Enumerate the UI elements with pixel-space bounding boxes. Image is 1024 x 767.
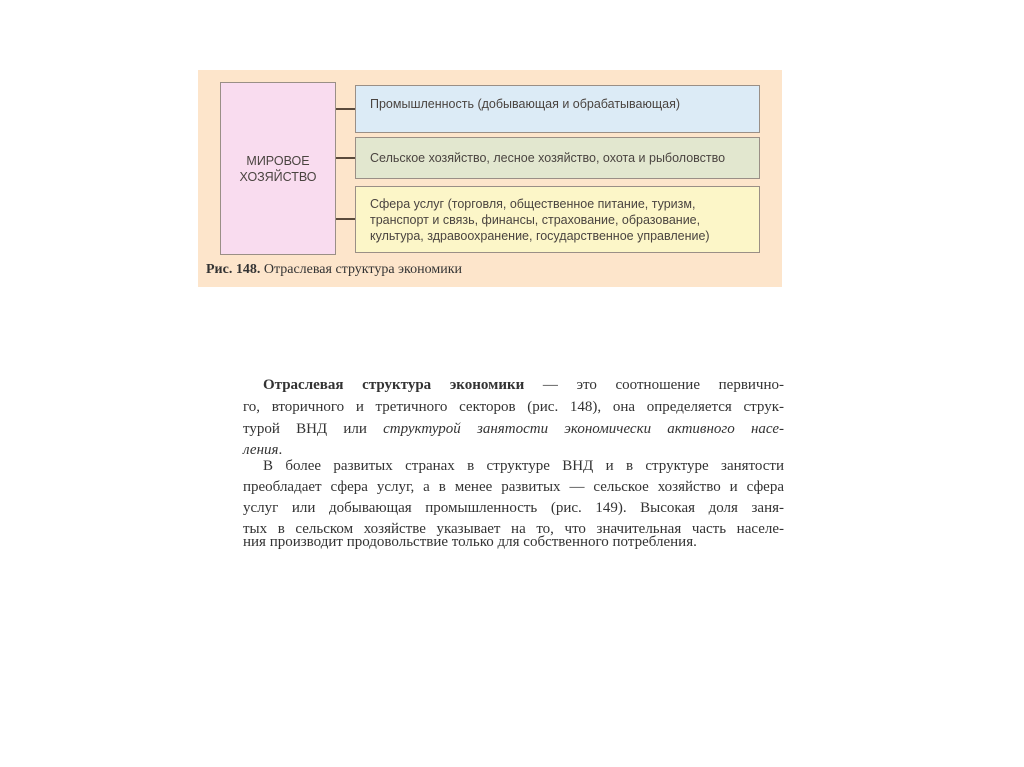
- paragraph-line: ления.: [243, 442, 283, 458]
- italic-term: структурой занятости экономически активного насе-: [383, 421, 784, 437]
- italic-term: ления: [243, 442, 279, 458]
- agriculture-box: Сельское хозяйство, лесное хозяйство, охота и рыболовство: [355, 137, 760, 179]
- world-economy-box: [220, 82, 336, 255]
- caption-text: Отраслевая структура экономики: [263, 262, 463, 277]
- sector-structure-figure: [198, 70, 782, 287]
- connector-line: [336, 157, 355, 159]
- connector-line: [336, 218, 355, 220]
- paragraph-line: преобладает сфера услуг, а в менее развитых — сельское хозяйство и сфера: [243, 479, 784, 495]
- services-box: Сфера услуг (торговля, общественное питание, туризм, транспорт и связь, финансы, страхование, образование, культура, здравоохранение, государственное управление): [355, 186, 760, 253]
- paragraph-line: тых в сельском хозяйстве указывает на то, что значительная часть населе-: [243, 521, 784, 537]
- paragraph-line: [263, 376, 784, 394]
- line-text: турой ВНД или: [243, 421, 367, 437]
- world-economy-label: МИРОВОЕ ХОЗЯЙСТВО: [239, 153, 317, 184]
- figure-caption: [206, 262, 462, 278]
- paragraph-line: В более развитых странах в структуре ВНД и в структуре занятости: [263, 458, 784, 474]
- connector-line: [336, 108, 355, 110]
- paragraph-line: го, вторичного и третичного секторов (рис. 148), она определяется струк-: [243, 399, 784, 415]
- caption-label: Рис. 148.: [206, 262, 261, 277]
- paragraph-line: [243, 420, 784, 438]
- defined-term: Отраслевая структура экономики: [263, 377, 525, 393]
- paragraph-line: ния производит продовольствие только для собственного потребления.: [243, 534, 697, 550]
- paragraph-line: услуг или добывающая промышленность (рис. 149). Высокая доля заня-: [243, 500, 784, 516]
- line-text: — это соотношение первично-: [542, 377, 785, 393]
- industry-box: Промышленность (добывающая и обрабатывающая): [355, 85, 760, 133]
